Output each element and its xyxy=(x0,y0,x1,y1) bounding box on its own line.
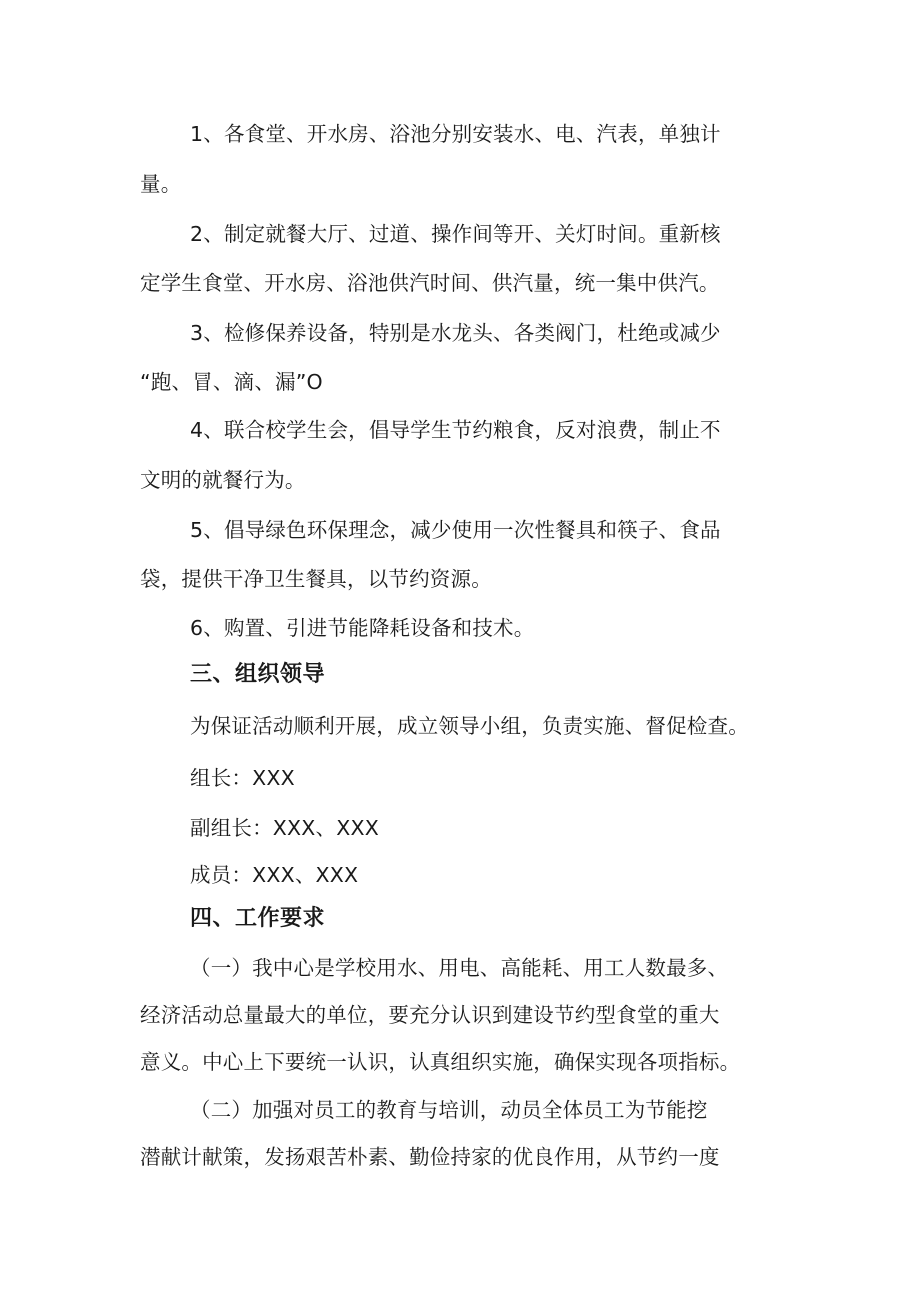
requirement-2-line-2: 潜献计献策，发扬艰苦朴素、勤俭持家的优良作用，从节约一度 xyxy=(140,1145,720,1169)
members-line: 成员：XXX、XXX xyxy=(190,863,359,887)
section-4-heading: 四、工作要求 xyxy=(190,906,326,931)
item-4-line-2: 文明的就餐行为。 xyxy=(140,468,306,492)
requirement-1-line-1: （一）我中心是学校用水、用电、高能耗、用工人数最多、 xyxy=(190,956,729,980)
requirement-1-line-2: 经济活动总量最大的单位，要充分认识到建设节约型食堂的重大 xyxy=(140,1003,720,1027)
deputy-leader-line: 副组长：XXX、XXX xyxy=(190,816,379,840)
item-2-line-1: 2、制定就餐大厅、过道、操作间等开、关灯时间。重新核 xyxy=(190,222,721,246)
item-3-line-2: “跑、冒、滴、漏”O xyxy=(140,370,323,394)
section-3-heading: 三、组织领导 xyxy=(190,662,326,687)
item-6-line-1: 6、购置、引进节能降耗设备和技术。 xyxy=(190,616,535,640)
item-3-line-1: 3、检修保养设备，特别是水龙头、各类阀门，杜绝或减少 xyxy=(190,321,721,345)
item-2-line-2: 定学生食堂、开水房、浴池供汽时间、供汽量，统一集中供汽。 xyxy=(140,271,720,295)
leader-line: 组长：XXX xyxy=(190,766,295,790)
section-3-intro: 为保证活动顺利开展，成立领导小组，负责实施、督促检查。 xyxy=(190,714,749,738)
item-5-line-2: 袋，提供干净卫生餐具，以节约资源。 xyxy=(140,567,492,591)
requirement-1-line-3: 意义。中心上下要统一认识，认真组织实施，确保实现各项指标。 xyxy=(140,1050,741,1074)
item-4-line-1: 4、联合校学生会，倡导学生节约粮食，反对浪费，制止不 xyxy=(190,418,721,442)
item-5-line-1: 5、倡导绿色环保理念，减少使用一次性餐具和筷子、食品 xyxy=(190,518,721,542)
item-1-line-1: 1、各食堂、开水房、浴池分别安装水、电、汽表，单独计 xyxy=(190,122,721,146)
requirement-2-line-1: （二）加强对员工的教育与培训，动员全体员工为节能挖 xyxy=(190,1098,708,1122)
item-1-line-2: 量。 xyxy=(140,172,182,196)
